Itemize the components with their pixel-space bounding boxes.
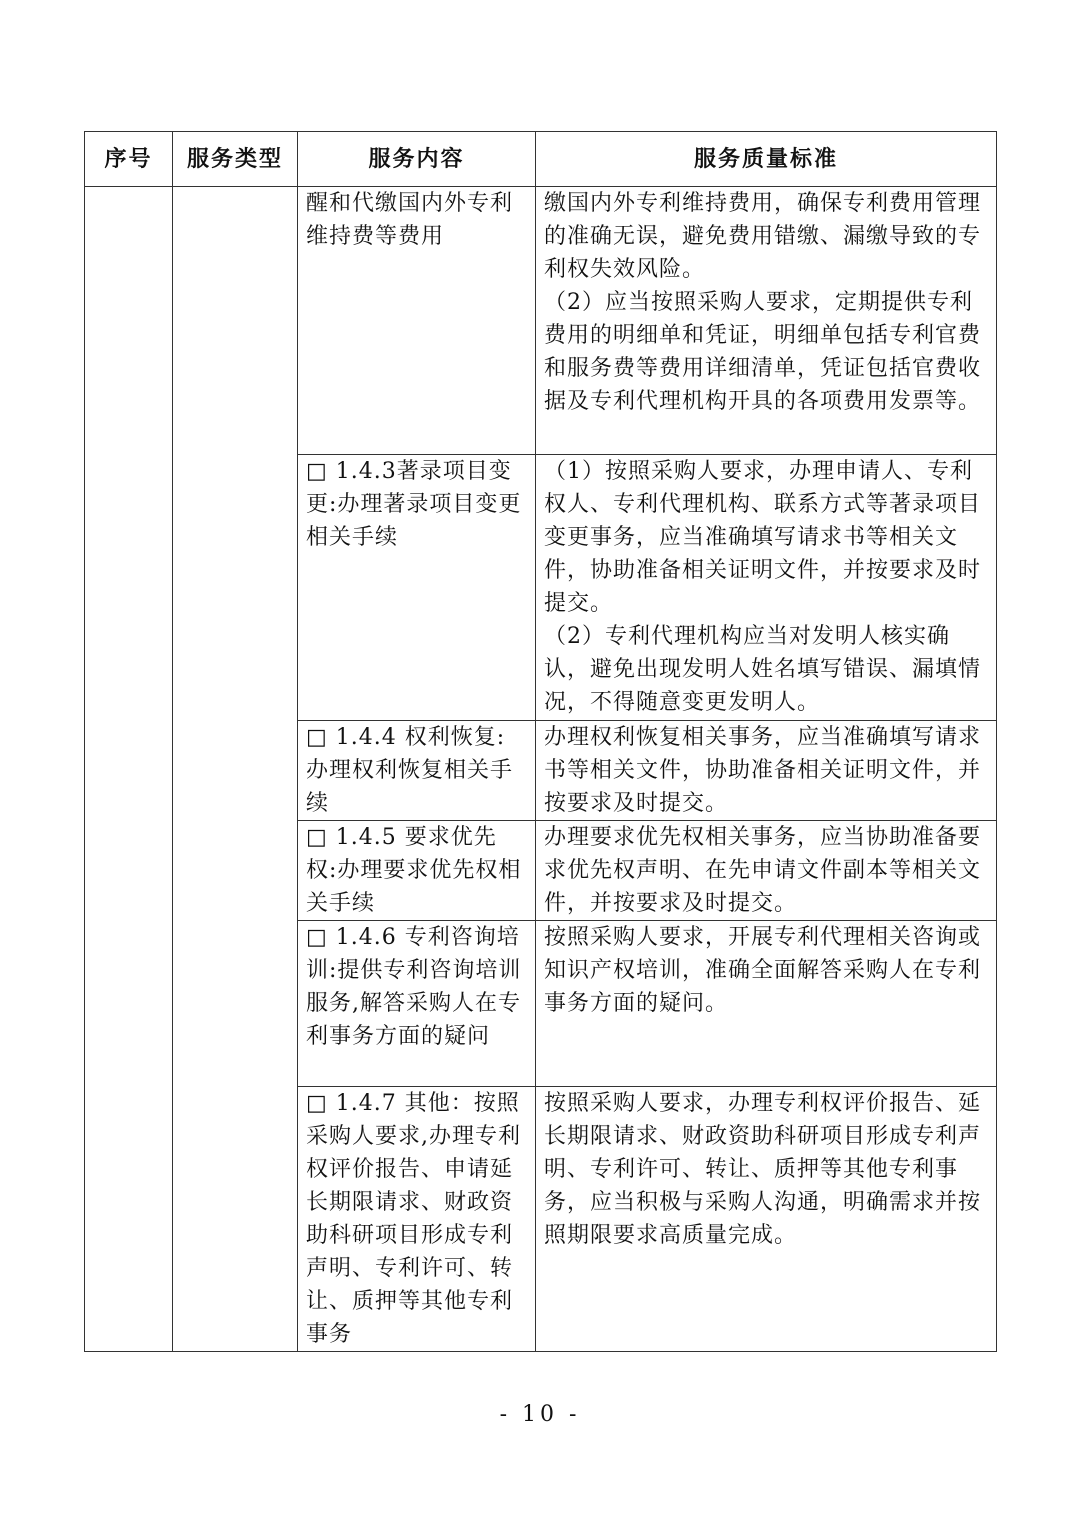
header-service-content: 服务内容 xyxy=(298,132,536,187)
table-row xyxy=(85,187,997,455)
standard-paragraph: （2）应当按照采购人要求，定期提供专利费用的明细单和凭证，明细单包括专利官费和服务费等费用详细清单，凭证包括官费收据及专利代理机构开具的各项费用发票等。 xyxy=(544,290,982,414)
content-cell: □ 1.4.6 专利咨询培训:提供专利咨询培训服务,解答采购人在专利事务方面的疑问 xyxy=(298,921,536,1087)
standard-cell xyxy=(536,1087,997,1352)
index-cell xyxy=(85,187,173,1352)
table-header-row xyxy=(85,132,997,187)
content-cell: □ 1.4.3著录项目变更:办理著录项目变更相关手续 xyxy=(298,455,536,721)
standard-paragraph: 办理权利恢复相关事务，应当准确填写请求书等相关文件，协助准备相关证明文件，并按要求及时提交。 xyxy=(544,725,982,816)
content-cell: □ 1.4.5 要求优先权:办理要求优先权相关手续 xyxy=(298,821,536,921)
standard-paragraph: 办理要求优先权相关事务，应当协助准备要求优先权声明、在先申请文件副本等相关文件，并按要求及时提交。 xyxy=(544,825,982,916)
page-number: - 10 - xyxy=(499,1402,581,1427)
standard-cell xyxy=(536,821,997,921)
header-index: 序号 xyxy=(85,132,173,187)
content-cell: □ 1.4.7 其他：按照采购人要求,办理专利权评价报告、申请延长期限请求、财政资助科研项目形成专利声明、专利许可、转让、质押等其他专利事务 xyxy=(298,1087,536,1352)
standard-paragraph: 缴国内外专利维持费用，确保专利费用管理的准确无误，避免费用错缴、漏缴导致的专利权失效风险。 xyxy=(544,191,982,282)
header-quality-standard: 服务质量标准 xyxy=(536,132,997,187)
standard-cell xyxy=(536,187,997,455)
header-service-type: 服务类型 xyxy=(173,132,298,187)
content-cell: 醒和代缴国内外专利维持费等费用 xyxy=(298,187,536,455)
standard-cell xyxy=(536,721,997,821)
service-table xyxy=(84,131,997,1352)
standard-paragraph: （1）按照采购人要求，办理申请人、专利权人、专利代理机构、联系方式等著录项目变更事务，应当准确填写请求书等相关文件，协助准备相关证明文件，并按要求及时提交。 xyxy=(544,459,982,616)
standard-cell xyxy=(536,921,997,1087)
content-cell: □ 1.4.4 权利恢复:办理权利恢复相关手续 xyxy=(298,721,536,821)
service-type-cell xyxy=(173,187,298,1352)
standard-paragraph: （2）专利代理机构应当对发明人核实确认，避免出现发明人姓名填写错误、漏填情况，不得随意变更发明人。 xyxy=(544,624,982,715)
standard-paragraph: 按照采购人要求，办理专利权评价报告、延长期限请求、财政资助科研项目形成专利声明、专利许可、转让、质押等其他专利事务，应当积极与采购人沟通，明确需求并按照期限要求高质量完成。 xyxy=(544,1091,982,1248)
standard-paragraph: 按照采购人要求，开展专利代理相关咨询或知识产权培训，准确全面解答采购人在专利事务方面的疑问。 xyxy=(544,925,982,1016)
standard-cell xyxy=(536,455,997,721)
